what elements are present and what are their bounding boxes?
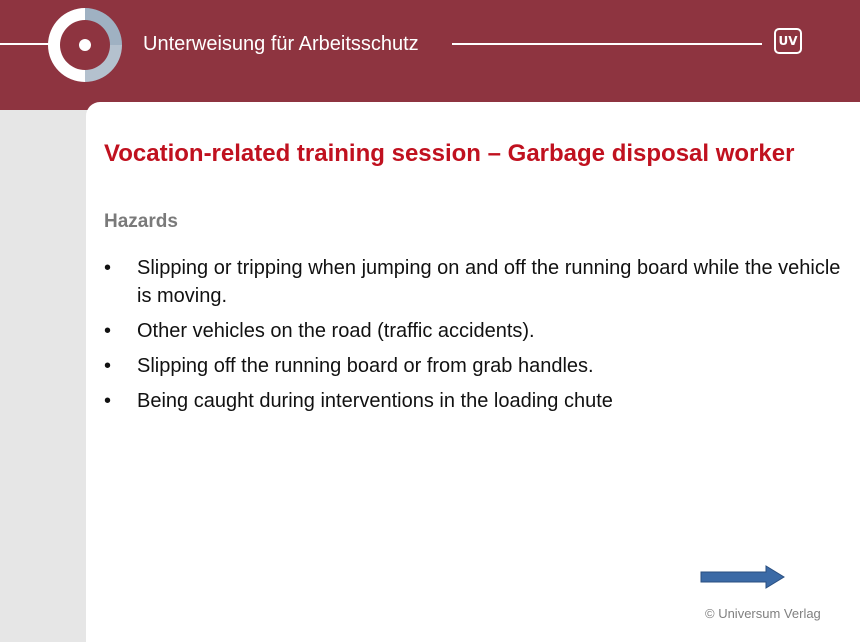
circular-logo-icon bbox=[42, 0, 128, 90]
bullet-icon: • bbox=[104, 320, 112, 342]
header-bar bbox=[0, 0, 860, 110]
list-item bbox=[104, 387, 844, 415]
list-item-text: Being caught during interventions in the loading chute bbox=[137, 390, 613, 412]
bullet-icon: • bbox=[104, 257, 112, 279]
header-title: Unterweisung für Arbeitsschutz bbox=[143, 33, 419, 55]
section-heading: Hazards bbox=[104, 211, 178, 232]
bullet-icon: • bbox=[104, 355, 112, 377]
list-item bbox=[104, 352, 844, 380]
arrow-right-icon[interactable] bbox=[700, 564, 786, 590]
copyright-text: © Universum Verlag bbox=[705, 606, 821, 621]
slide-title: Vocation-related training session – Garbage disposal worker bbox=[104, 140, 795, 167]
hazard-list bbox=[104, 254, 844, 422]
list-item bbox=[104, 254, 844, 310]
list-item bbox=[104, 317, 844, 345]
header-divider-right bbox=[452, 43, 762, 45]
list-item-text: Slipping or tripping when jumping on and off the running board while the vehicle is moving. bbox=[137, 257, 841, 307]
list-item-text: Other vehicles on the road (traffic accidents). bbox=[137, 320, 535, 342]
uv-badge: UV bbox=[774, 28, 802, 54]
bullet-icon: • bbox=[104, 390, 112, 412]
list-item-text: Slipping off the running board or from grab handles. bbox=[137, 355, 594, 377]
